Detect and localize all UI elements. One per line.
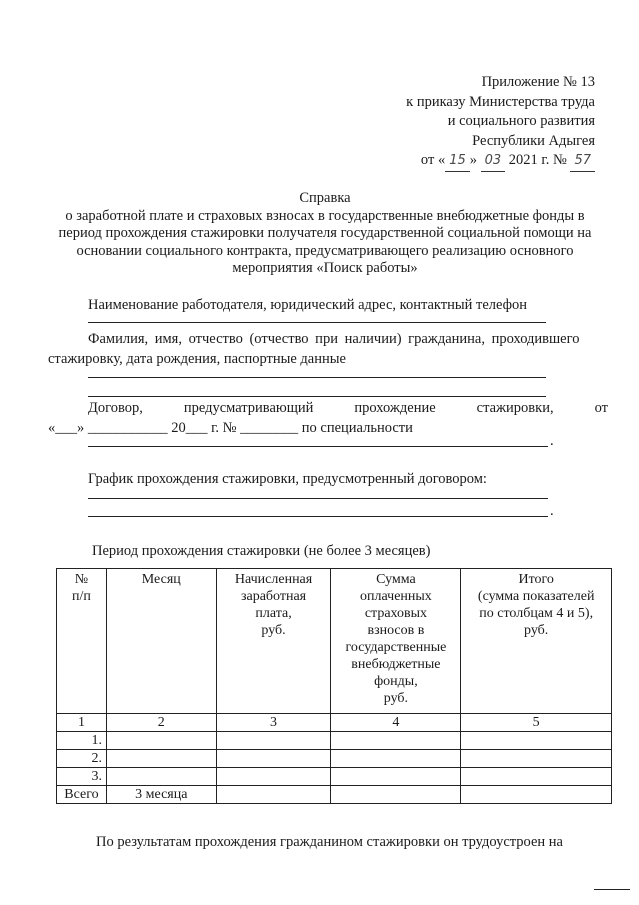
person-label-line-1 (88, 330, 608, 348)
appendix-line-1: Приложение № 13 (481, 74, 595, 90)
contract-fill-line (88, 446, 548, 447)
schedule-label: График прохождения стажировки, предусмотренный договором: (88, 471, 487, 487)
contract-word-5: от (594, 400, 608, 416)
date-prefix: от « (420, 152, 446, 168)
title-line-2: о заработной плате и страховых взносах в государственные внебюджетные фонды в (65, 207, 585, 224)
col-number-2: 2 (106, 714, 216, 732)
period-label: Период прохождения стажировки (не более 3 месяцев) (92, 543, 431, 559)
row-month-cell (106, 750, 216, 768)
row-insurance-cell (331, 750, 461, 768)
header-salary: Начисленная заработная плата, руб. (216, 569, 331, 714)
contract-word-4: стажировки, (476, 400, 554, 416)
appendix-line-2: к приказу Министерства труда (406, 93, 595, 110)
total-insurance-cell (331, 786, 461, 804)
col-number-5: 5 (461, 714, 612, 732)
person-fill-line-1 (88, 377, 546, 378)
contract-line-1 (88, 400, 608, 417)
appendix-header (406, 73, 595, 172)
header-total: Итого (сумма показателей по столбцам 4 и 5), руб. (461, 569, 612, 714)
table-column-numbers-row (57, 714, 612, 732)
title-line-3: период прохождения стажировки получателя государственной социальной помощи на (58, 225, 592, 241)
title-line-5: мероприятия «Поиск работы» (232, 260, 418, 276)
handwritten-day: 15 (449, 153, 466, 168)
title-line-4: основании социального контракта, предусматривающего реализацию основного (76, 242, 574, 259)
document-title (30, 190, 620, 278)
table-row (57, 768, 612, 786)
col-number-1: 1 (57, 714, 107, 732)
person-fill-line-2 (88, 396, 546, 397)
stazhirovka-table (56, 568, 612, 804)
row-salary-cell (216, 750, 331, 768)
row-month-cell (106, 732, 216, 750)
result-text: По результатам прохождения гражданином стажировки он трудоустроен на (96, 834, 563, 850)
row-total-cell (461, 732, 612, 750)
date-mid-1: » (469, 152, 481, 168)
schedule-fill-line-1 (88, 498, 548, 499)
col-number-3: 3 (216, 714, 331, 732)
employer-label: Наименование работодателя, юридический адрес, контактный телефон (88, 297, 528, 313)
row-total-cell (461, 750, 612, 768)
total-label: Всего (57, 786, 107, 804)
header-number: № п/п (57, 569, 107, 714)
row-month-cell (106, 768, 216, 786)
contract-end-dot: . (550, 433, 554, 449)
total-salary-cell (216, 786, 331, 804)
appendix-date-line (406, 151, 595, 172)
table-header-row (57, 569, 612, 714)
date-mid-2: 2021 г. № (505, 152, 571, 168)
total-sum-cell (461, 786, 612, 804)
header-month: Месяц (106, 569, 216, 714)
row-total-cell (461, 768, 612, 786)
row-salary-cell (216, 768, 331, 786)
row-number: 2. (57, 750, 107, 768)
page-bottom-rule (594, 889, 630, 890)
row-insurance-cell (331, 732, 461, 750)
contract-word-3: прохождение (354, 400, 436, 416)
row-salary-cell (216, 732, 331, 750)
contract-line-2: «___» ___________ 20___ г. № ________ по специальности (48, 420, 413, 436)
header-insurance: Сумма оплаченных страховых взносов в государственные внебюджетные фонды, руб. (331, 569, 461, 714)
employer-fill-line (88, 322, 546, 323)
appendix-line-3: и социального развития (447, 113, 595, 129)
row-number: 3. (57, 768, 107, 786)
table-row (57, 750, 612, 768)
schedule-fill-line-2 (88, 516, 548, 517)
person-label-text: Фамилия, имя, отчество (отчество при наличии) гражданина, проходившего (88, 331, 580, 347)
appendix-line-4: Республики Адыгея (472, 132, 595, 149)
col-number-4: 4 (331, 714, 461, 732)
contract-word-1: Договор, (88, 400, 143, 416)
table-row (57, 732, 612, 750)
person-label-line-2: стажировку, дата рождения, паспортные данные (48, 351, 346, 367)
schedule-end-dot: . (550, 503, 554, 519)
handwritten-number: 57 (574, 153, 591, 168)
contract-word-2: предусматривающий (183, 400, 314, 416)
title-line-1: Справка (299, 190, 351, 206)
table-total-row (57, 786, 612, 804)
row-insurance-cell (331, 768, 461, 786)
row-number: 1. (57, 732, 107, 750)
handwritten-month: 03 (484, 153, 502, 168)
total-month: 3 месяца (106, 786, 216, 804)
